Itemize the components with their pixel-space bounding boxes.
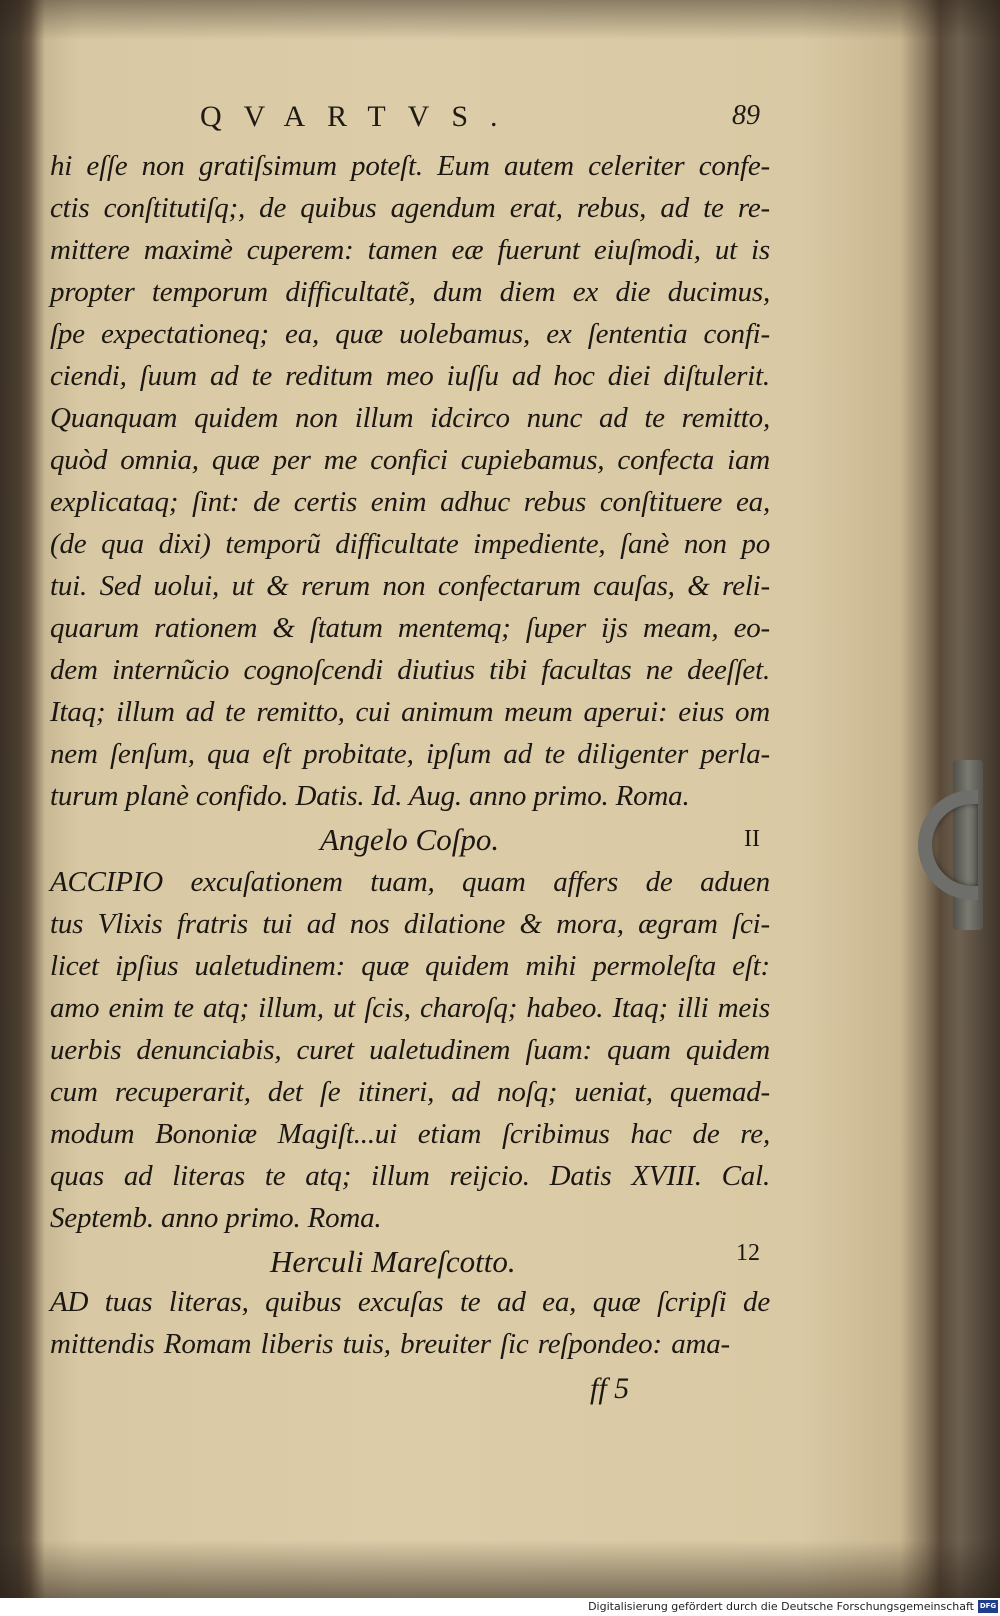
text-line: quas ad literas te atq; illum reijcio. Datis XVIII. Cal. — [50, 1160, 770, 1192]
text-line: ciendi, ſuum ad te reditum meo iuſſu ad hoc diei diſtulerit. — [50, 360, 770, 392]
running-head — [200, 100, 760, 140]
letter-heading: Angelo Coſpo. — [320, 822, 500, 857]
text-line: tus Vlixis fratris tui ad nos dilatione & mora, ægram ſci- — [50, 908, 770, 940]
footer-bar — [0, 1598, 1000, 1616]
text-line: hi eſſe non gratiſsimum poteſt. Eum autem celeriter confe- — [50, 150, 770, 182]
letter-heading: Herculi Mareſcotto. — [270, 1244, 516, 1279]
text-line: cum recuperarit, det ſe itineri, ad noſq; ueniat, quemad- — [50, 1076, 770, 1108]
bottom-shadow — [0, 1540, 1000, 1598]
text-line: Itaq; illum ad te remitto, cui animum meum aperui: eius om — [50, 696, 770, 728]
page-number: 89 — [732, 100, 760, 131]
signature-mark: ff 5 — [590, 1372, 630, 1405]
text-line: AD tuas literas, quibus excuſas te ad ea, quæ ſcripſi de — [50, 1286, 770, 1318]
letter-number: II — [744, 826, 760, 852]
page-clip — [918, 790, 978, 900]
text-line: (de qua dixi) temporũ difficultate impediente, ſanè non po — [50, 528, 770, 560]
text-line: licet ipſius ualetudinem: quæ quidem mihi permoleſta eſt: — [50, 950, 770, 982]
text-line: turum planè confido. Datis. Id. Aug. anno primo. Roma. — [50, 780, 690, 812]
text-line: Quanquam quidem non illum idcirco nunc ad te remitto, — [50, 402, 770, 434]
text-line: amo enim te atq; illum, ut ſcis, charoſq; habeo. Itaq; illi meis — [50, 992, 770, 1024]
running-title: QVARTVS. — [200, 100, 520, 133]
text-line: explicataq; ſint: de certis enim adhuc rebus conſtituere ea, — [50, 486, 770, 518]
footer-credit: Digitalisierung gefördert durch die Deutsche Forschungsgemeinschaft — [588, 1600, 974, 1613]
text-line: mittere maximè cuperem: tamen eæ fuerunt eiuſmodi, ut is — [50, 234, 770, 266]
text-line: Septemb. anno primo. Roma. — [50, 1202, 382, 1234]
text-line: ctis conſtitutiſq;, de quibus agendum erat, rebus, ad te re- — [50, 192, 770, 224]
text-line: mittendis Romam liberis tuis, breuiter ſic reſpondeo: ama- — [50, 1328, 730, 1360]
dfg-logo-icon: DFG — [978, 1600, 998, 1613]
text-line: nem ſenſum, qua eſt probitate, ipſum ad te diligenter perla- — [50, 738, 770, 770]
text-line: propter temporum difficultatẽ, dum diem ex die ducimus, — [50, 276, 770, 308]
text-line: quarum rationem & ſtatum mentemq; ſuper ijs meam, eo- — [50, 612, 770, 644]
text-line: uerbis denunciabis, curet ualetudinem ſuam: quam quidem — [50, 1034, 770, 1066]
text-line: dem internũcio cognoſcendi diutius tibi facultas ne deeſſet. — [50, 654, 770, 686]
top-shadow — [0, 0, 1000, 40]
text-line: ACCIPIO excuſationem tuam, quam affers de aduen — [50, 866, 770, 898]
text-line: tui. Sed uolui, ut & rerum non confectarum cauſas, & reli- — [50, 570, 770, 602]
text-line: modum Bononiæ Magiſt...ui etiam ſcribimus hac de re, — [50, 1118, 770, 1150]
letter-number: 12 — [736, 1240, 760, 1266]
text-line: quòd omnia, quæ per me confici cupiebamus, confecta iam — [50, 444, 770, 476]
text-line: ſpe expectationeq; ea, quæ uolebamus, ex ſententia confi- — [50, 318, 770, 350]
